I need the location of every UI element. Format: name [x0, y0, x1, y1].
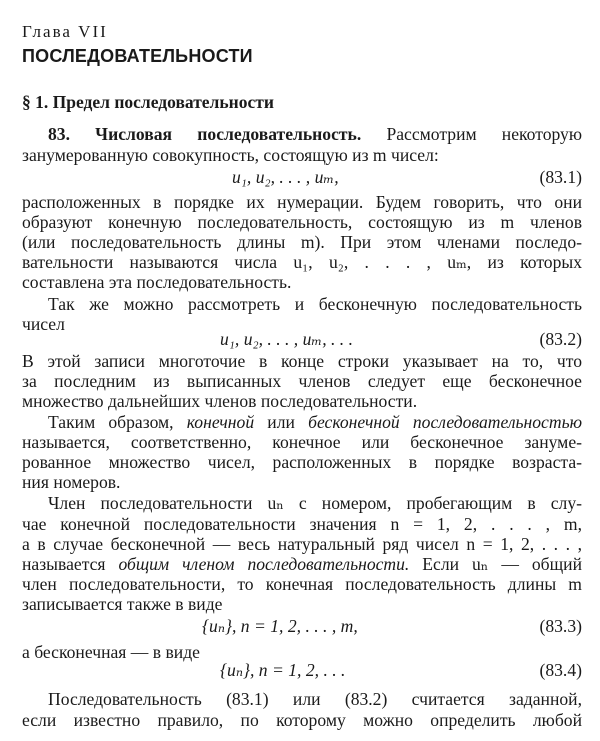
- paragraph-83-line-4: образуют конечную последовательность, состоящую из m членов: [22, 212, 582, 232]
- paragraph-83-line-5: (или последовательность длины m). При этом членами последо-: [22, 232, 582, 252]
- paragraph-infinite-line-5: множество дальнейших членов последовательности.: [22, 391, 418, 411]
- paragraph-given-line-1: Последовательность (83.1) или (83.2) считается заданной,: [48, 689, 582, 709]
- equation-number-83-1: (83.1): [539, 167, 582, 187]
- equation-number-83-2: (83.2): [539, 329, 582, 349]
- definition-text-a: Таким образом,: [48, 412, 187, 432]
- paragraph-general-line-7: а бесконечная — в виде: [22, 642, 200, 662]
- term-general-member: общим членом последовательности.: [118, 554, 410, 574]
- paragraph-83-line-2: занумерованную совокупность, состоящую из m чисел:: [22, 145, 439, 165]
- formula-83-1: u₁, u₂, . . . , uₘ,: [232, 167, 339, 187]
- paragraph-83-heading: 83. Числовая последовательность.: [48, 124, 362, 144]
- paragraph-definition-line-3: рованное множество чисел, расположенных в порядке возраста-: [22, 452, 582, 472]
- equation-number-83-4: (83.4): [539, 660, 582, 680]
- paragraph-83-line-3: расположенных в порядке их нумерации. Будем говорить, что они: [22, 192, 582, 212]
- formula-83-3: {uₙ}, n = 1, 2, . . . , m,: [202, 616, 358, 636]
- paragraph-definition-line-2: называется, соответственно, конечное или бесконечное зануме-: [22, 432, 582, 452]
- paragraph-infinite-line-4: за последним из выписанных членов следует еще бесконечное: [22, 371, 582, 391]
- equation-number-83-3: (83.3): [539, 616, 582, 636]
- paragraph-83-line-7: составлена эта последовательность.: [22, 272, 292, 292]
- paragraph-83-line-6: вательности называются числа u₁, u₂, . . . , uₘ, из которых: [22, 252, 582, 272]
- term-finite: конечной: [186, 412, 255, 432]
- paragraph-given-line-2: если известно правило, по которому можно определить любой: [22, 710, 582, 730]
- definition-text-b: или: [254, 412, 309, 432]
- paragraph-general-line-2: чае конечной последовательности значения n = 1, 2, . . . , m,: [22, 514, 582, 534]
- paragraph-general-line-6: записывается также в виде: [22, 594, 223, 614]
- section-title: § 1. Предел последовательности: [22, 92, 274, 112]
- term-infinite-sequence: бесконечной последовательностью: [308, 412, 582, 432]
- paragraph-general-line-5: член последовательности, то конечная последовательность длины m: [22, 574, 582, 594]
- equations-real: [22, 0, 582, 741]
- paragraph-infinite-line-2: чисел: [22, 314, 65, 334]
- formula-83-2: u₁, u₂, . . . , uₘ, . . .: [220, 329, 353, 349]
- chapter-label: Глава VII: [22, 22, 108, 41]
- formula-83-4: {uₙ}, n = 1, 2, . . .: [220, 660, 346, 680]
- paragraph-general-line-1: Член последовательности uₙ с номером, пробегающим в слу-: [48, 493, 582, 513]
- paragraph-general-line-3: а в случае бесконечной — весь натуральный ряд чисел n = 1, 2, . . . ,: [22, 534, 582, 554]
- general-text-b: Если uₙ — общий: [409, 554, 582, 574]
- chapter-title: ПОСЛЕДОВАТЕЛЬНОСТИ: [22, 46, 253, 66]
- paragraph-definition-line-4: ния номеров.: [22, 472, 121, 492]
- paragraph-infinite-line-3: В этой записи многоточие в конце строки указывает на то, что: [22, 351, 582, 371]
- paragraph-83-line-1-rest: Рассмотрим некоторую: [386, 124, 582, 144]
- paragraph-infinite-line-1: Так же можно рассмотреть и бесконечную последовательность: [48, 294, 582, 314]
- general-text-a: называется: [22, 554, 119, 574]
